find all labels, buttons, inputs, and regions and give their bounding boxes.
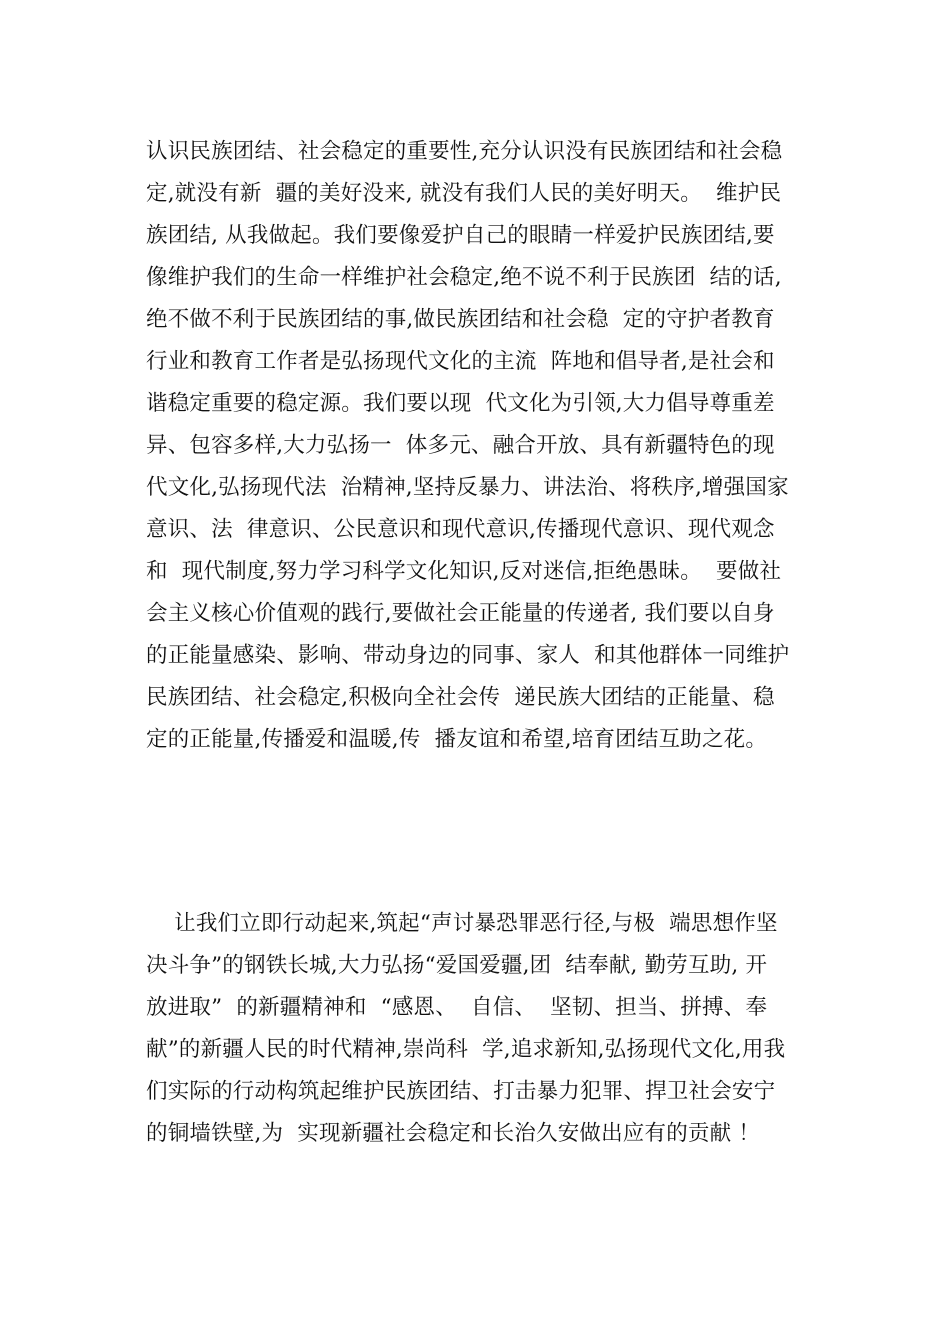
text-line: 代文化,弘扬现代法 治精神,坚持反暴力、讲法治、将秩序,增强国家 [146,475,789,500]
text-line: 意识、法 律意识、公民意识和现代意识,传播现代意识、现代观念 [146,517,775,542]
text-line: 像维护我们的生命一样维护社会稳定,绝不说不利于民族团 结的话, [146,265,782,290]
text-line: 会主义核心价值观的践行,要做社会正能量的传递者, 我们要以自身 [146,601,775,626]
text-line: 和 现代制度,努力学习科学文化知识,反对迷信,拒绝愚昧。 要做社 [146,559,782,584]
text-line: 谐稳定重要的稳定源。我们要以现 代文化为引领,大力倡导尊重差 [146,391,775,416]
paragraph-2 [146,903,816,1155]
text-line: 定的正能量,传播爱和温暖,传 播友谊和希望,培育团结互助之花。 [146,727,768,752]
text-line: 让我们立即行动起来,筑起“声讨暴恐罪恶行径,与极 端思想作坚 [146,911,778,936]
text-line: 的正能量感染、影响、带动身边的同事、家人 和其他群体一同维护 [146,643,790,668]
text-line: 行业和教育工作者是弘扬现代文化的主流 阵地和倡导者,是社会和 [146,349,775,374]
text-line: 异、包容多样,大力弘扬一 体多元、融合开放、具有新疆特色的现 [146,433,775,458]
text-line: 的铜墙铁壁,为 实现新疆社会稳定和长治久安做出应有的贡献 ！ [146,1121,761,1146]
text-line: 放进取” 的新疆精神和 “感恩、 自信、 坚韧、担当、拼搏、奉 [146,995,768,1020]
text-line: 定,就没有新 疆的美好没来, 就没有我们人民的美好明天。 维护民 [146,181,782,206]
text-line: 决斗争”的钢铁长城,大力弘扬“爱国爱疆,团 结奉献, 勤劳互助, 开 [146,953,768,978]
paragraph-1 [146,131,816,761]
text-line: 绝不做不利于民族团结的事,做民族团结和社会稳 定的守护者教育 [146,307,775,332]
text-line: 族团结, 从我做起。我们要像爱护自己的眼睛一样爱护民族团结,要 [146,223,775,248]
text-line: 民族团结、社会稳定,积极向全社会传 递民族大团结的正能量、稳 [146,685,775,710]
text-line: 献”的新疆人民的时代精神,崇尚科 学,追求新知,弘扬现代文化,用我 [146,1037,786,1062]
text-line: 们实际的行动构筑起维护民族团结、打击暴力犯罪、捍卫社会安宁 [146,1079,776,1104]
text-line: 认识民族团结、社会稳定的重要性,充分认识没有民族团结和社会稳 [146,139,783,164]
